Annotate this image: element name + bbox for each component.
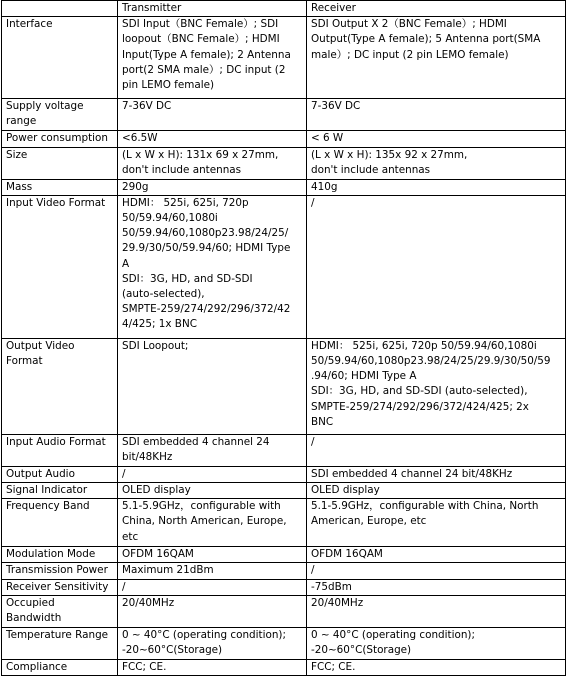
receiver-value: HDMI： 525i, 625i, 720p 50/59.94/60,1080i 50/59.94/60,1080p23.98/24/25/29.9/30/50/59 .94/60; HDMI Type A SDI：3G, HD, and SD-SDI (auto-selected), SMPTE-259/274/292/296/372/424/425; 2x BNC: [307, 338, 566, 434]
receiver-value: (L x W x H): 135x 92 x 27mm, don't include antennas: [307, 147, 566, 179]
row-label: Mass: [2, 179, 118, 195]
row-transmission-power: [2, 563, 566, 579]
receiver-value: SDI embedded 4 channel 24 bit/48KHz: [307, 466, 566, 482]
transmitter-value: /: [118, 579, 307, 595]
row-label: Occupied Bandwidth: [2, 595, 118, 627]
row-label: Compliance: [2, 659, 118, 675]
row-label: Input Video Format: [2, 195, 118, 338]
receiver-value: OLED display: [307, 483, 566, 499]
row-size: [2, 147, 566, 179]
receiver-value: /: [307, 563, 566, 579]
transmitter-value: 5.1-5.9GHz，configurable with China, North American, Europe, etc: [118, 499, 307, 547]
receiver-value: 5.1-5.9GHz，configurable with China, North American, Europe, etc: [307, 499, 566, 547]
row-label: Interface: [2, 17, 118, 99]
row-mass: [2, 179, 566, 195]
row-frequency-band: [2, 499, 566, 547]
row-label: Output Video Format: [2, 338, 118, 434]
row-output-audio: [2, 466, 566, 482]
receiver-value: < 6 W: [307, 130, 566, 147]
row-interface: [2, 17, 566, 99]
row-output-video-format: [2, 338, 566, 434]
transmitter-value: HDMI： 525i, 625i, 720p 50/59.94/60,1080i 50/59.94/60,1080p23.98/24/25/ 29.9/30/50/59.94/60; HDMI Type A SDI：3G, HD, and SD-SDI (auto-selected), SMPTE-259/274/292/296/372/42 4/425; 1x BNC: [118, 195, 307, 338]
receiver-value: -75dBm: [307, 579, 566, 595]
header-transmitter: Transmitter: [118, 1, 307, 17]
transmitter-value: 290g: [118, 179, 307, 195]
row-temperature-range: [2, 627, 566, 659]
transmitter-value: SDI embedded 4 channel 24 bit/48KHz: [118, 434, 307, 466]
header-receiver: Receiver: [307, 1, 566, 17]
row-label: Output Audio: [2, 466, 118, 482]
row-label: Input Audio Format: [2, 434, 118, 466]
row-label: Frequency Band: [2, 499, 118, 547]
transmitter-value: 7-36V DC: [118, 99, 307, 130]
receiver-value: 20/40MHz: [307, 595, 566, 627]
receiver-value: FCC; CE.: [307, 659, 566, 675]
receiver-value: /: [307, 195, 566, 338]
receiver-value: 410g: [307, 179, 566, 195]
row-modulation-mode: [2, 547, 566, 563]
receiver-value: OFDM 16QAM: [307, 547, 566, 563]
transmitter-value: SDI Loopout;: [118, 338, 307, 434]
row-input-audio-format: [2, 434, 566, 466]
transmitter-value: OFDM 16QAM: [118, 547, 307, 563]
transmitter-value: SDI Input（BNC Female）; SDI loopout（BNC Female）; HDMI Input(Type A female); 2 Antenna port(2 SMA male）; DC input (2 pin LEMO female): [118, 17, 307, 99]
spec-table: [1, 0, 566, 676]
row-label: Signal Indicator: [2, 483, 118, 499]
header-row: [2, 1, 566, 17]
row-label: Supply voltage range: [2, 99, 118, 130]
row-label: Size: [2, 147, 118, 179]
row-receiver-sensitivity: [2, 579, 566, 595]
row-occupied-bandwidth: [2, 595, 566, 627]
transmitter-value: OLED display: [118, 483, 307, 499]
row-power-consumption: [2, 130, 566, 147]
transmitter-value: Maximum 21dBm: [118, 563, 307, 579]
transmitter-value: FCC; CE.: [118, 659, 307, 675]
row-input-video-format: [2, 195, 566, 338]
row-label: Transmission Power: [2, 563, 118, 579]
receiver-value: /: [307, 434, 566, 466]
transmitter-value: 0 ~ 40°C (operating condition); -20~60°C(Storage): [118, 627, 307, 659]
row-label: Modulation Mode: [2, 547, 118, 563]
row-signal-indicator: [2, 483, 566, 499]
row-supply-voltage: [2, 99, 566, 130]
transmitter-value: (L x W x H): 131x 69 x 27mm, don't include antennas: [118, 147, 307, 179]
row-label: Temperature Range: [2, 627, 118, 659]
row-label: Power consumption: [2, 130, 118, 147]
receiver-value: 0 ~ 40°C (operating condition); -20~60°C(Storage): [307, 627, 566, 659]
receiver-value: 7-36V DC: [307, 99, 566, 130]
row-compliance: [2, 659, 566, 675]
transmitter-value: 20/40MHz: [118, 595, 307, 627]
transmitter-value: /: [118, 466, 307, 482]
transmitter-value: <6.5W: [118, 130, 307, 147]
header-blank-cell: [2, 1, 118, 17]
row-label: Receiver Sensitivity: [2, 579, 118, 595]
receiver-value: SDI Output X 2（BNC Female）; HDMI Output(Type A female); 5 Antenna port(SMA male）; DC input (2 pin LEMO female): [307, 17, 566, 99]
